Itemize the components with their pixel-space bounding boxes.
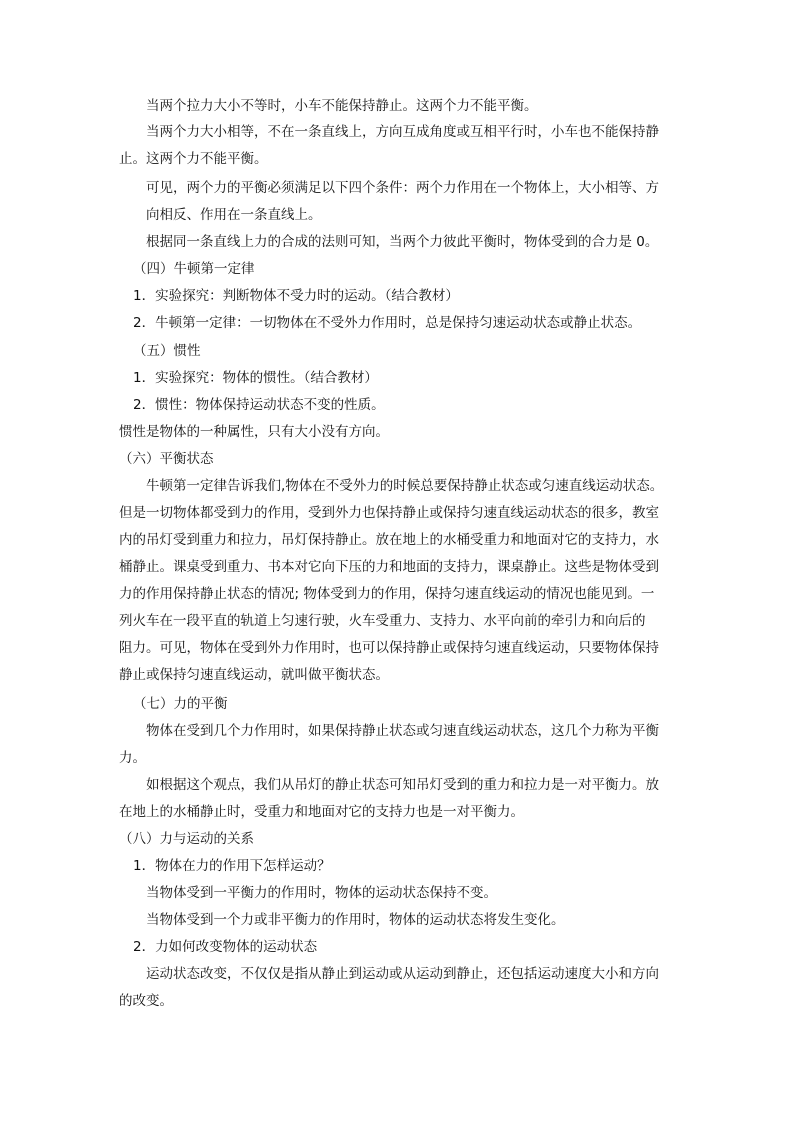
list-item: 1．物体在力的作用下怎样运动？ — [133, 858, 331, 874]
list-item: 2．力如何改变物体的运动状态 — [133, 939, 318, 955]
section-heading: （六）平衡状态 — [119, 451, 214, 467]
text-line: 阻力。可见，物体在受到外力作用时，也可以保持静止或保持匀速直线运动，只要物体保持 — [119, 640, 659, 656]
text-line: 列火车在一段平直的轨道上匀速行驶，火车受重力、支持力、水平向前的牵引力和向后的 — [119, 613, 646, 629]
list-item: 2．惯性：物体保持运动状态不变的性质。 — [133, 397, 385, 413]
text-line: 牛顿第一定律告诉我们,物体在不受外力的时候总要保持静止状态或匀速直线运动状态。 — [146, 478, 664, 494]
section-heading: （五）惯性 — [133, 343, 201, 359]
text-line: 力的作用保持静止状态的情况; 物体受到力的作用，保持匀速直线运动的情况也能见到。一 — [119, 586, 655, 602]
text-line: 但是一切物体都受到力的作用，受到外力也保持静止或保持匀速直线运动状态的很多，教室 — [119, 505, 659, 521]
text-line: 惯性是物体的一种属性，只有大小没有方向。 — [119, 424, 389, 440]
text-line: 向相反、作用在一条直线上。 — [146, 207, 322, 223]
text-line: 桶静止。课桌受到重力、书本对它向下压的力和地面的支持力，课桌静止。这些是物体受到 — [119, 559, 659, 575]
text-line: 止。这两个力不能平衡。 — [119, 151, 268, 167]
section-heading: （八）力与运动的关系 — [119, 831, 254, 847]
text-line: 静止或保持匀速直线运动，就叫做平衡状态。 — [119, 667, 389, 683]
text-line: 如根据这个观点，我们从吊灯的静止状态可知吊灯受到的重力和拉力是一对平衡力。放 — [146, 777, 659, 793]
text-line: 根据同一条直线上力的合成的法则可知，当两个力彼此平衡时，物体受到的合力是 0。 — [146, 234, 659, 250]
section-heading: （四）牛顿第一定律 — [133, 261, 255, 277]
text-line: 物体在受到几个力作用时，如果保持静止状态或匀速直线运动状态，这几个力称为平衡 — [146, 723, 659, 739]
list-item: 1．实验探究：判断物体不受力时的运动。（结合教材） — [133, 288, 459, 304]
section-heading: （七）力的平衡 — [133, 696, 228, 712]
list-item: 1．实验探究：物体的惯性。（结合教材） — [133, 370, 378, 386]
text-line: 当物体受到一平衡力的作用时，物体的运动状态保持不变。 — [146, 885, 497, 901]
text-line: 力。 — [119, 750, 146, 766]
text-line: 运动状态改变，不仅仅是指从静止到运动或从运动到静止，还包括运动速度大小和方向 — [146, 966, 659, 982]
text-line: 内的吊灯受到重力和拉力，吊灯保持静止。放在地上的水桶受重力和地面对它的支持力，水 — [119, 532, 659, 548]
text-line: 当两个拉力大小不等时，小车不能保持静止。这两个力不能平衡。 — [146, 98, 538, 114]
text-line: 可见，两个力的平衡必须满足以下四个条件：两个力作用在一个物体上，大小相等、方 — [146, 180, 659, 196]
list-item: 2．牛顿第一定律：一切物体在不受外力作用时，总是保持匀速运动状态或静止状态。 — [133, 315, 642, 331]
text-line: 当两个力大小相等，不在一条直线上，方向互成角度或互相平行时，小车也不能保持静 — [146, 124, 659, 140]
text-line: 在地上的水桶静止时，受重力和地面对它的支持力也是一对平衡力。 — [119, 804, 524, 820]
text-line: 当物体受到一个力或非平衡力的作用时，物体的运动状态将发生变化。 — [146, 912, 565, 928]
text-line: 的改变。 — [119, 993, 173, 1009]
